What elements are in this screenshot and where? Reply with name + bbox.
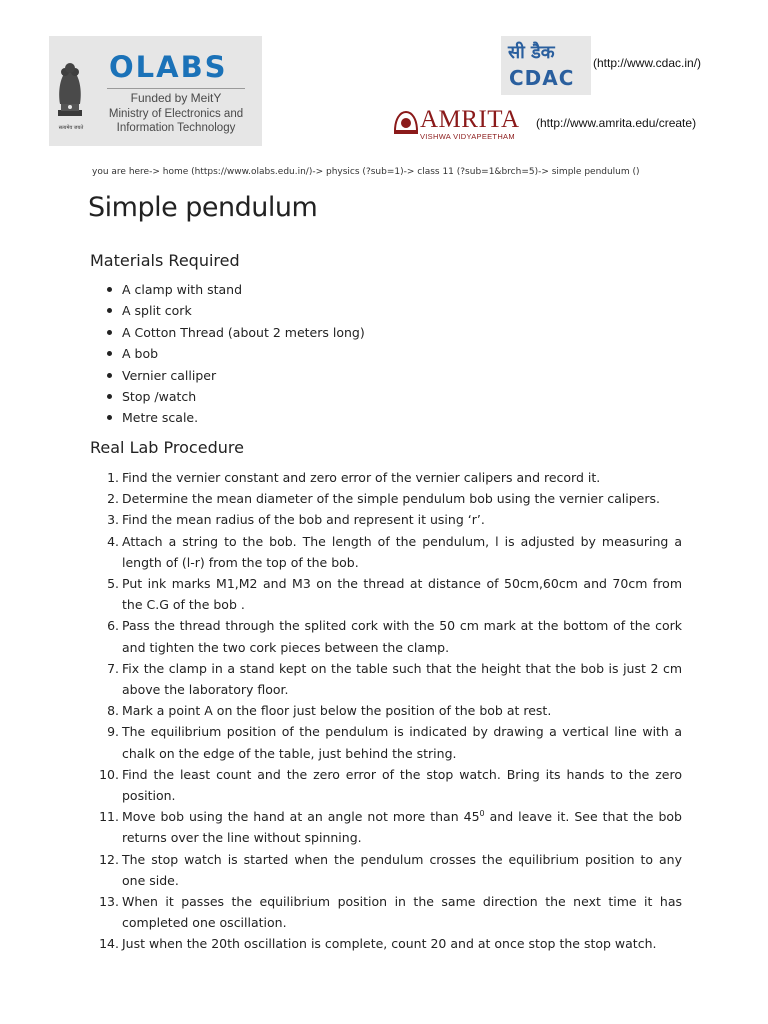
procedure-list bbox=[99, 467, 682, 955]
step-text: Move bob using the hand at an angle not more than 45 bbox=[122, 809, 480, 825]
amrita-link[interactable]: (http://www.amrita.edu/create) bbox=[536, 116, 697, 130]
breadcrumb[interactable]: you are here-> home (https://www.olabs.edu.in/)-> physics (?sub=1)-> class 11 (?sub=1&brch=5)-> simple pendulum () bbox=[92, 167, 640, 177]
olabs-ministry-text: Ministry of Electronics and Information Technology bbox=[108, 108, 244, 134]
step-number: 13. bbox=[99, 894, 119, 910]
degree-superscript: 0 bbox=[479, 809, 485, 819]
amrita-seal-icon bbox=[393, 109, 419, 137]
procedure-step bbox=[99, 933, 682, 954]
materials-list bbox=[122, 279, 365, 429]
step-text: The stop watch is started when the pendulum crosses the equilibrium position to any one side. bbox=[122, 851, 682, 888]
step-text: When it passes the equilibrium position in the same direction the next time it has completed one oscillation. bbox=[122, 894, 682, 931]
procedure-step bbox=[107, 658, 682, 700]
list-item: A bob bbox=[122, 343, 365, 364]
step-number: 2. bbox=[107, 491, 119, 507]
procedure-step bbox=[107, 721, 682, 763]
olabs-brand-text: OLABS bbox=[109, 50, 228, 84]
procedure-step bbox=[107, 467, 682, 488]
step-number: 6. bbox=[107, 618, 119, 634]
list-item: Vernier calliper bbox=[122, 365, 365, 386]
step-text: Find the least count and the zero error of the stop watch. Bring its hands to the zero position. bbox=[122, 766, 682, 804]
list-item: A clamp with stand bbox=[122, 279, 365, 300]
olabs-funded-text: Funded by MeitY bbox=[130, 91, 222, 105]
procedure-step bbox=[107, 509, 682, 530]
emblem-motto: सत्यमेव जयते bbox=[58, 125, 84, 131]
page-title: Simple pendulum bbox=[88, 192, 318, 223]
list-item: Metre scale. bbox=[122, 407, 365, 428]
procedure-step bbox=[107, 615, 682, 657]
cdac-hindi-text: सी डैक bbox=[508, 42, 555, 63]
step-text: Find the mean radius of the bob and represent it using ‘r’. bbox=[122, 512, 485, 528]
procedure-heading: Real Lab Procedure bbox=[90, 438, 244, 457]
procedure-step bbox=[107, 488, 682, 509]
step-number: 14. bbox=[99, 936, 119, 952]
procedure-step bbox=[99, 764, 682, 806]
list-item: Stop /watch bbox=[122, 386, 365, 407]
olabs-divider bbox=[107, 88, 245, 89]
procedure-step bbox=[99, 849, 682, 891]
step-text: Just when the 20th oscillation is complete, count 20 and at once stop the stop watch. bbox=[122, 936, 657, 952]
step-number: 11. bbox=[99, 809, 119, 825]
step-number: 4. bbox=[107, 533, 119, 549]
step-number: 8. bbox=[107, 703, 119, 719]
amrita-subtitle: VISHWA VIDYAPEETHAM bbox=[420, 132, 515, 141]
procedure-step bbox=[107, 531, 682, 573]
step-text: The equilibrium position of the pendulum is indicated by drawing a vertical line with a chalk on the edge of the table, just behind the string. bbox=[122, 724, 682, 761]
step-number: 5. bbox=[107, 576, 119, 592]
step-text: Put ink marks M1,M2 and M3 on the thread at distance of 50cm,60cm and 70cm from the C.G of the bob . bbox=[122, 576, 682, 613]
step-number: 1. bbox=[107, 470, 119, 485]
cdac-logo-text: CDAC bbox=[509, 66, 575, 90]
step-text: and leave it. See that the bob returns over the line without spinning. bbox=[122, 809, 682, 846]
procedure-step bbox=[107, 573, 682, 615]
cdac-link[interactable]: (http://www.cdac.in/) bbox=[593, 56, 702, 70]
step-number: 12. bbox=[99, 851, 119, 867]
list-item: A split cork bbox=[122, 300, 365, 321]
materials-heading: Materials Required bbox=[90, 251, 240, 270]
step-number: 3. bbox=[107, 512, 119, 528]
national-emblem-icon bbox=[52, 54, 88, 132]
step-text: Attach a string to the bob. The length of the pendulum, l is adjusted by measuring a length of (l-r) from the top of the bob. bbox=[122, 533, 682, 570]
procedure-step bbox=[107, 700, 682, 721]
step-number: 7. bbox=[107, 660, 119, 676]
step-text: Mark a point A on the floor just below the position of the bob at rest. bbox=[122, 703, 552, 719]
olabs-logo[interactable] bbox=[49, 36, 262, 146]
procedure-step bbox=[99, 806, 682, 848]
amrita-logo-text[interactable]: AMRITA bbox=[420, 106, 520, 133]
cdac-logo[interactable] bbox=[501, 36, 591, 95]
step-text: Find the vernier constant and zero error of the vernier calipers and record it. bbox=[122, 470, 601, 485]
step-number: 9. bbox=[107, 724, 119, 740]
step-text: Fix the clamp in a stand kept on the table such that the height that the bob is just 2 cm above the laboratory floor. bbox=[122, 660, 682, 698]
step-number: 10. bbox=[99, 766, 119, 782]
list-item: A Cotton Thread (about 2 meters long) bbox=[122, 322, 365, 343]
step-text: Determine the mean diameter of the simple pendulum bob using the vernier calipers. bbox=[122, 491, 660, 507]
procedure-step bbox=[99, 891, 682, 933]
step-text: Pass the thread through the splited cork with the 50 cm mark at the bottom of the cork and tighten the two cork pieces between the clamp. bbox=[122, 618, 682, 655]
